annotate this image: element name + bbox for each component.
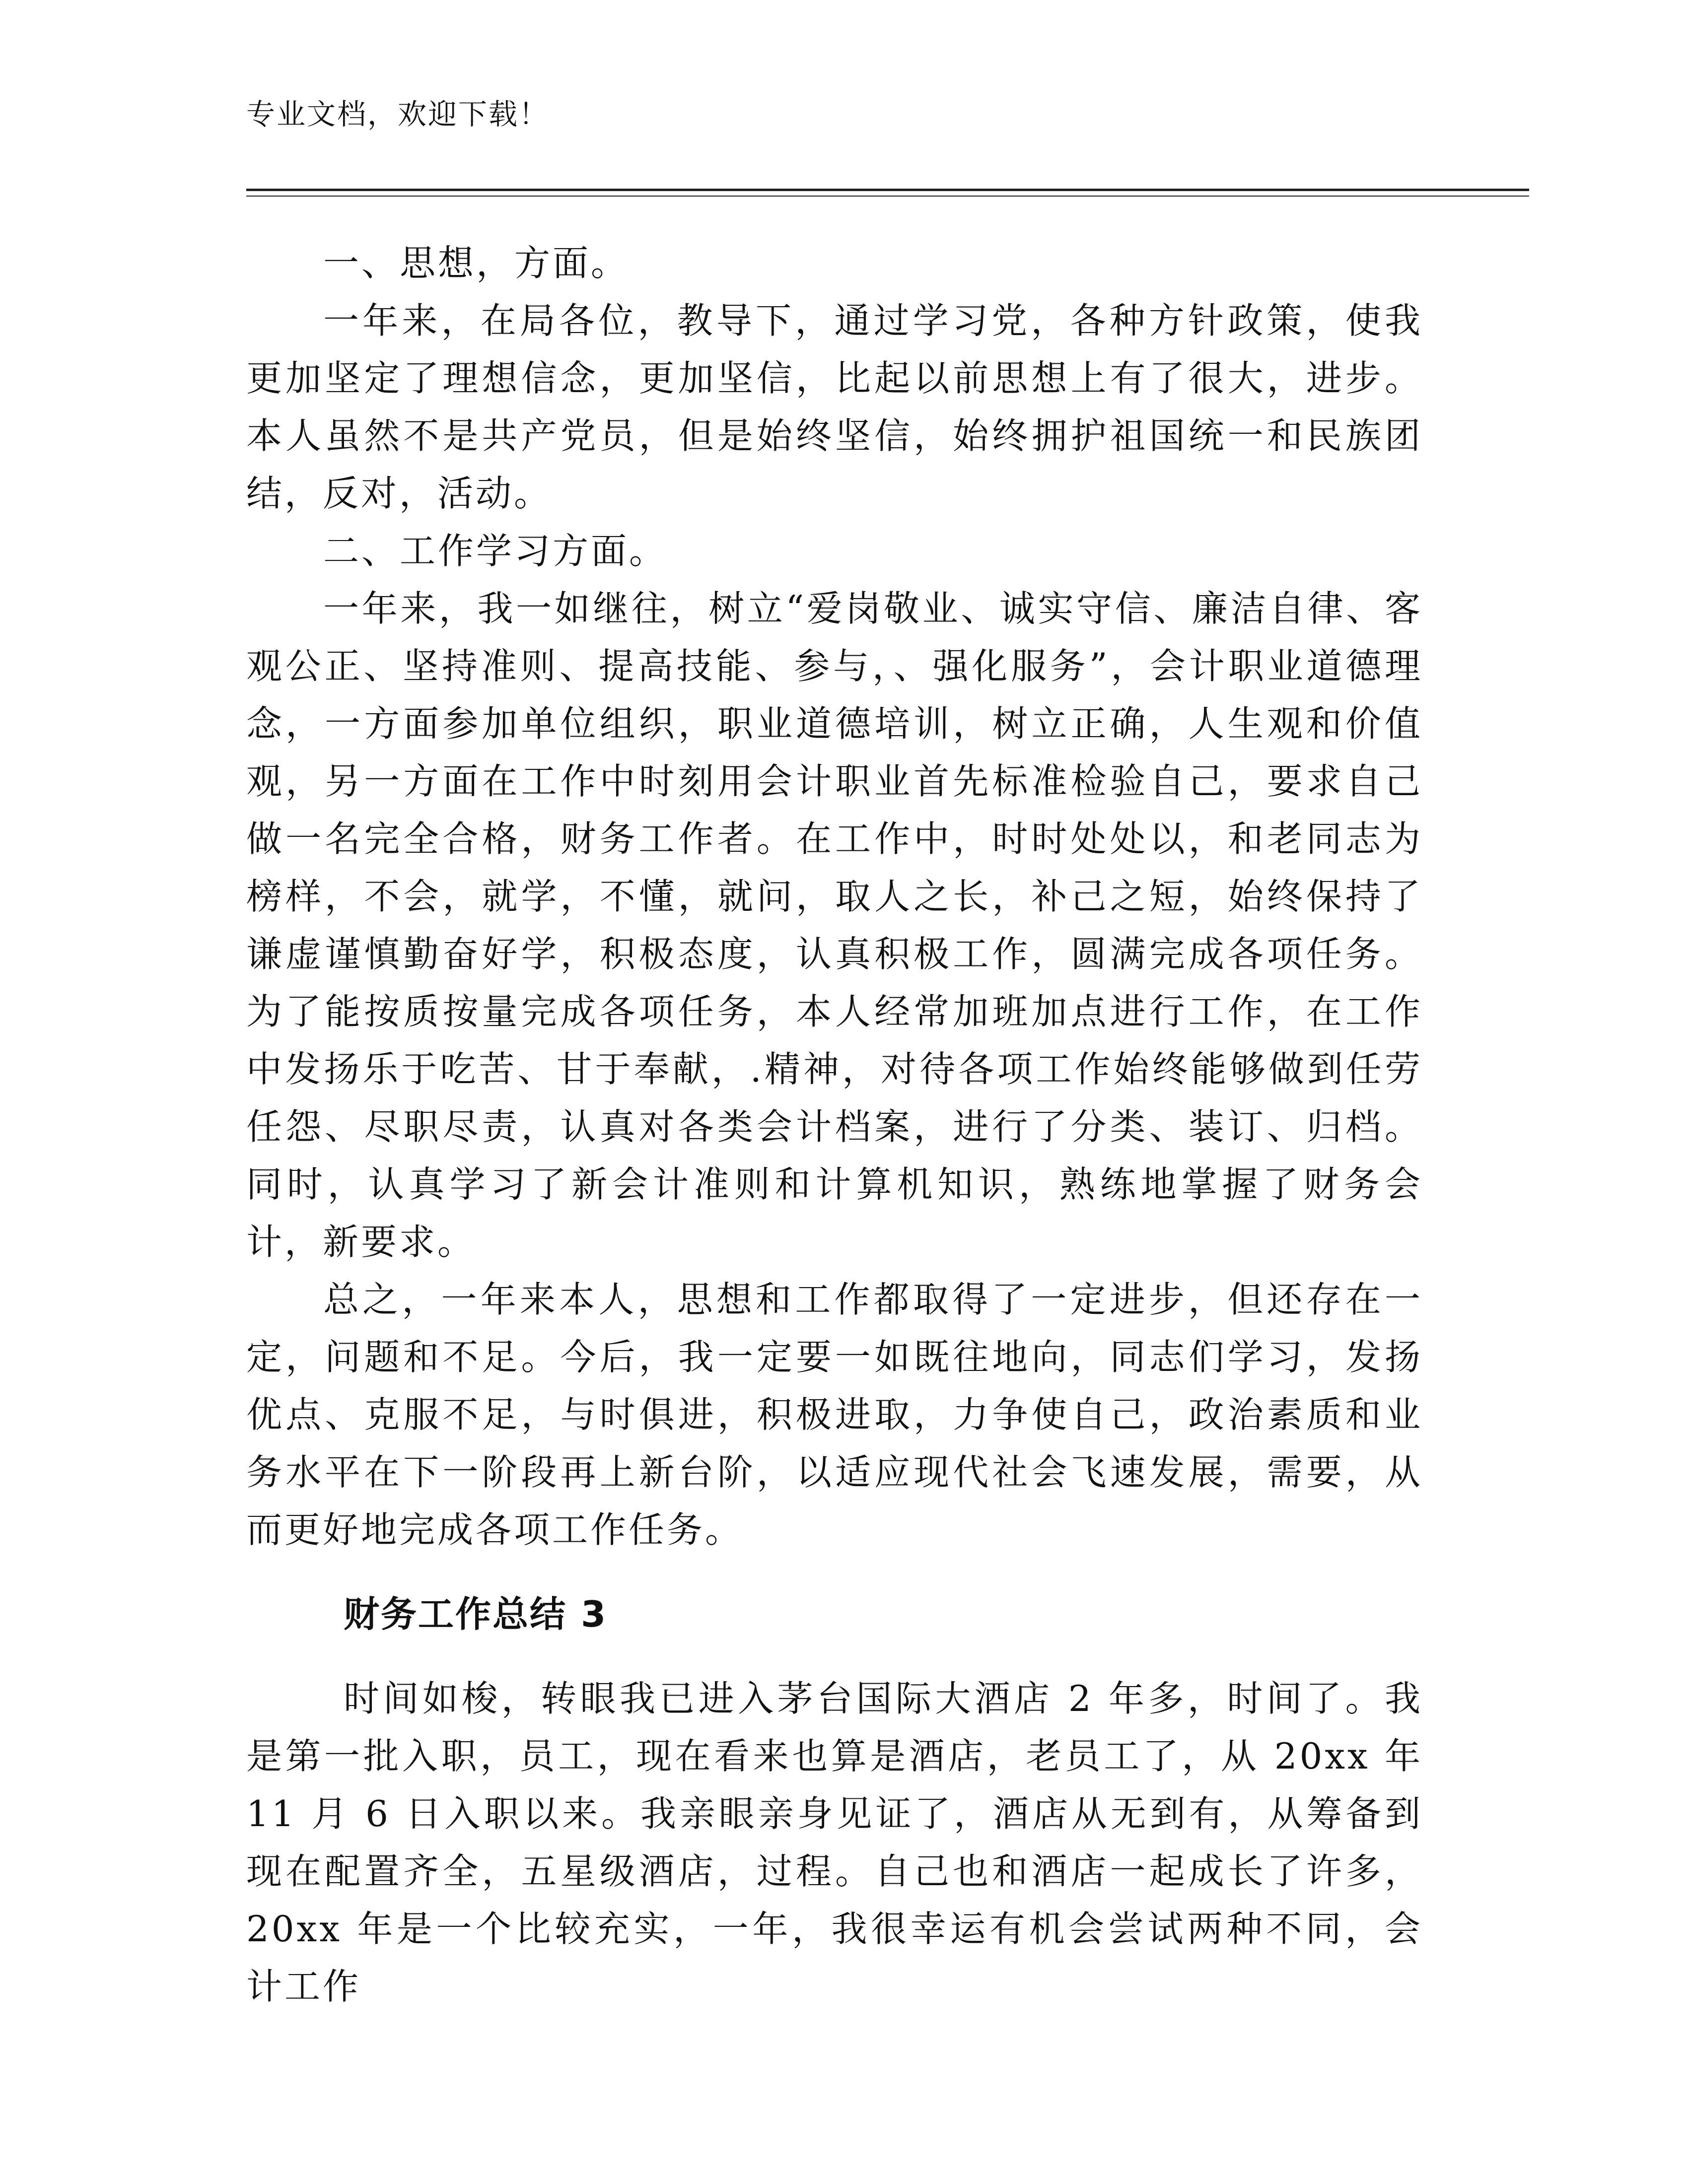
document-body xyxy=(246,234,1423,2015)
section-title: 财务工作总结 3 xyxy=(344,1593,608,1635)
page-header: 专业文档，欢迎下载！ xyxy=(246,97,550,131)
paragraph-work-heading: 二、工作学习方面。 xyxy=(323,530,668,572)
header-divider-thick xyxy=(246,189,1529,191)
paragraph-section3-body: 时间如梭，转眼我已进入茅台国际大酒店 2 年多，时间了。我是第一批入职，员工，现在看来也算是酒店，老员工了，从 20xx 年 11 月 6 日入职以来。我亲眼亲身见证了，酒店从无到有，从筹备到现在配置齐全，五星级酒店，过程。自己也和酒店一起成长了许多，20xx 年是一个比较充实，一年，我很幸运有机会尝试两种不同，会计工作 xyxy=(246,1678,1423,2007)
paragraph-summary: 总之，一年来本人，思想和工作都取得了一定进步，但还存在一定，问题和不足。今后，我一定要一如既往地向，同志们学习，发扬优点、克服不足，与时俱进，积极进取，力争使自己，政治素质和业务水平在下一阶段再上新台阶，以适应现代社会飞速发展，需要，从而更好地完成各项工作任务。 xyxy=(246,1279,1423,1551)
paragraph-work-body: 一年来，我一如继往，树立“爱岗敬业、诚实守信、廉洁自律、客观公正、坚持准则、提高技能、参与，、强化服务”，会计职业道德理念，一方面参加单位组织，职业道德培训，树立正确，人生观和价值观，另一方面在工作中时刻用会计职业首先标准检验自己，要求自己做一名完全合格，财务工作者。在工作中，时时处处以，和老同志为榜样，不会，就学，不懂，就问，取人之长，补己之短，始终保持了谦虚谨慎勤奋好学，积极态度，认真积极工作，圆满完成各项任务。为了能按质按量完成各项任务，本人经常加班加点进行工作，在工作中发扬乐于吃苦、甘于奉献，.精神，对待各项工作始终能够做到任劳任怨、尽职尽责，认真对各类会计档案，进行了分类、装订、归档。同时，认真学习了新会计准则和计算机知识，熟练地掌握了财务会计，新要求。 xyxy=(246,588,1423,1263)
paragraph-thought-heading: 一、思想，方面。 xyxy=(323,242,630,284)
header-divider-thin xyxy=(246,196,1529,197)
paragraph-thought-body: 一年来，在局各位，教导下，通过学习党，各种方针政策，使我更加坚定了理想信念，更加坚信，比起以前思想上有了很大，进步。本人虽然不是共产党员，但是始终坚信，始终拥护祖国统一和民族团结，反对，活动。 xyxy=(246,300,1423,514)
